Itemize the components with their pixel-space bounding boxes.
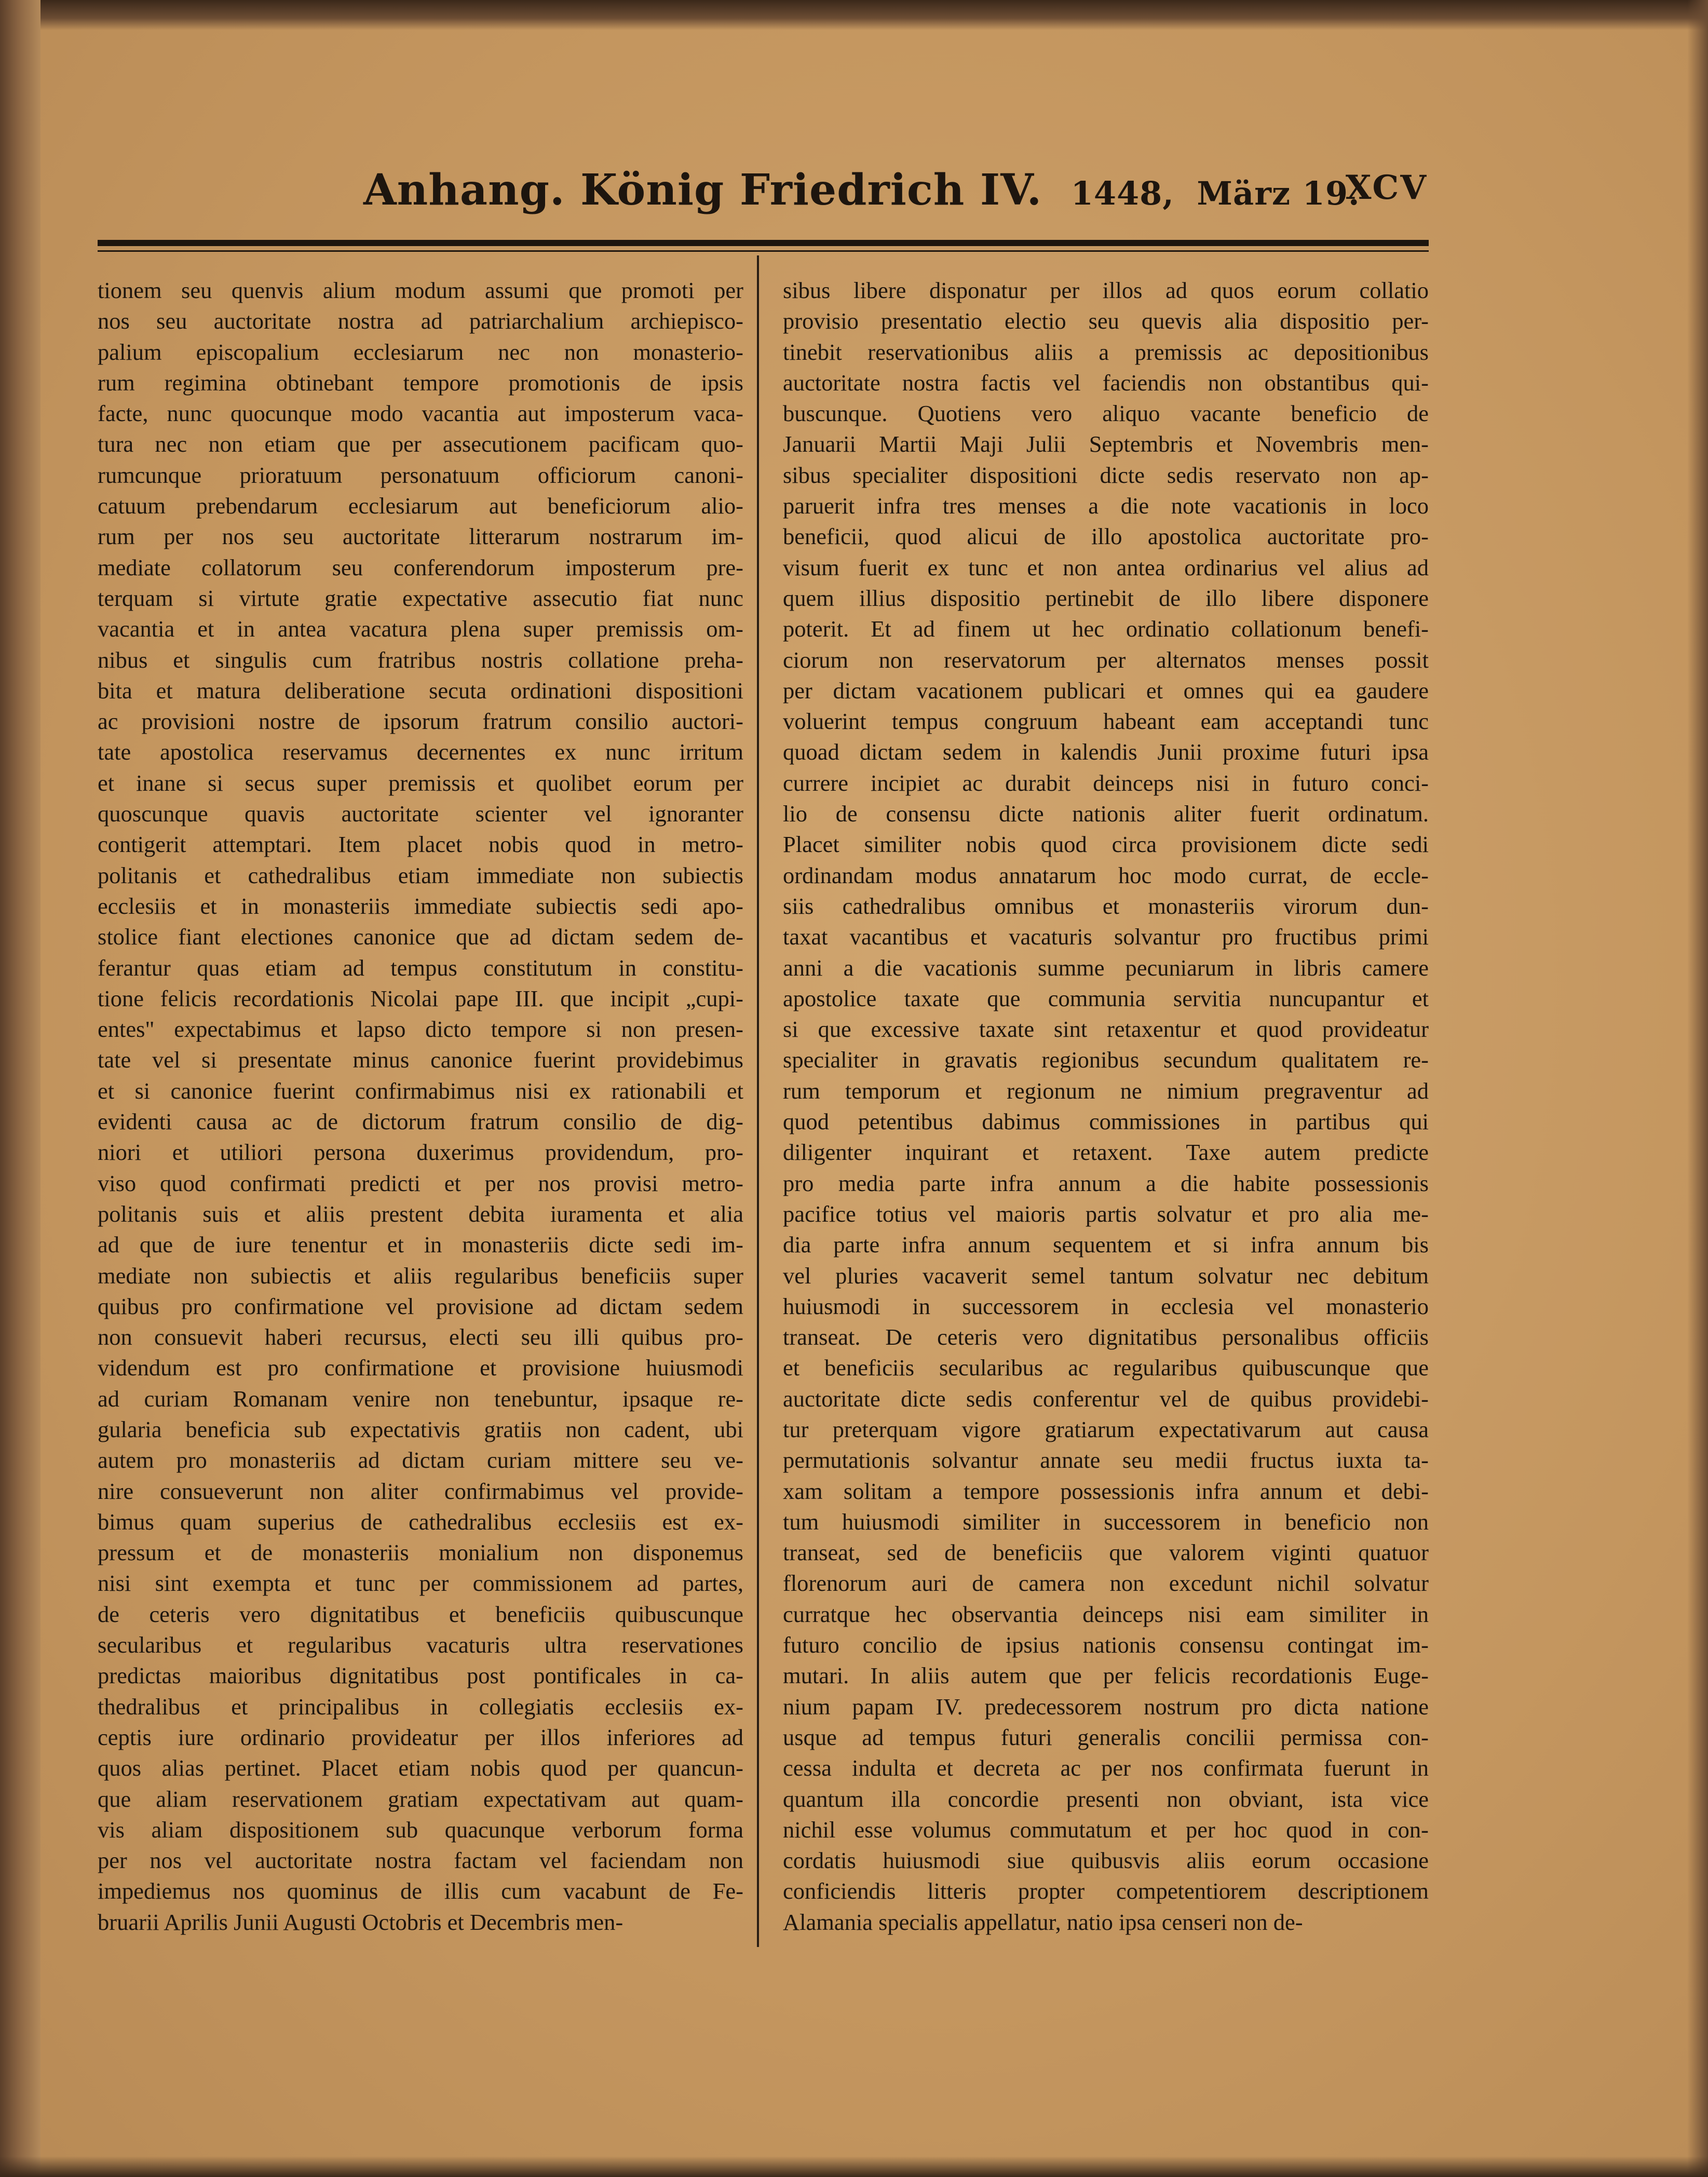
text-line: bruarii Aprilis Junii Augusti Octobris et Decembris men- <box>98 1909 623 1935</box>
text-line: buscunque. Quotiens vero aliquo vacante beneficio de <box>783 400 1429 427</box>
left-text-column <box>98 275 743 1938</box>
text-line: gularia beneficia sub expectativis gratiis non cadent, ubi <box>98 1416 743 1442</box>
text-line: et beneficiis secularibus ac regularibus quibuscunque que <box>783 1355 1429 1381</box>
text-line: viso quod confirmati predicti et per nos provisi metro- <box>98 1170 743 1196</box>
text-line: nisi sint exempta et tunc per commissionem ad partes, <box>98 1570 743 1597</box>
text-line: ceptis iure ordinario provideatur per illos inferiores ad <box>98 1724 743 1750</box>
text-line: rum regimina obtinebant tempore promotionis de ipsis <box>98 369 743 396</box>
text-line: vacantia et in antea vacatura plena super premissis om- <box>98 616 743 642</box>
text-line: tum huiusmodi similiter in successorem in beneficio non <box>783 1508 1429 1535</box>
text-line: Alamania specialis appellatur, natio ipsa censeri non de- <box>783 1909 1303 1935</box>
text-line: apostolice taxate que communia servitia nuncupantur et <box>783 985 1429 1011</box>
text-line: si que excessive taxate sint retaxentur et quod provideatur <box>783 1016 1429 1043</box>
text-line: pacifice totius vel maioris partis solvatur et pro alia me- <box>783 1200 1429 1227</box>
column-divider <box>757 255 759 1947</box>
text-line: tur preterquam vigore gratiarum expectativarum aut causa <box>783 1416 1429 1442</box>
text-line: lio de consensu dicte nationis aliter fuerit ordinatum. <box>783 801 1429 827</box>
text-line: impediemus nos quominus de illis cum vacabunt de Fe- <box>98 1878 743 1904</box>
text-line: nire consueverunt non aliter confirmabimus vel provide- <box>98 1478 743 1504</box>
page-bottom-edge <box>0 2156 1708 2177</box>
text-line: auctoritate dicte sedis conferentur vel de quibus providebi- <box>783 1385 1429 1412</box>
text-line: per nos vel auctoritate nostra factam vel faciendam non <box>98 1847 743 1874</box>
text-line: mutari. In aliis autem que per felicis recordationis Euge- <box>783 1662 1429 1689</box>
text-line: ac provisioni nostre de ipsorum fratrum consilio auctori- <box>98 708 743 735</box>
text-line: evidenti causa ac de dictorum fratrum consilio de dig- <box>98 1108 743 1135</box>
running-title <box>363 165 1360 215</box>
text-line: Placet similiter nobis quod circa provisionem dicte sedi <box>783 831 1429 858</box>
text-line: thedralibus et principalibus in collegiatis ecclesiis ex- <box>98 1693 743 1720</box>
text-line: tionem seu quenvis alium modum assumi que promoti per <box>98 277 743 303</box>
text-line: xam solitam a tempore possessionis infra annum et debi- <box>783 1478 1429 1504</box>
text-line: quibus pro confirmatione vel provisione ad dictam sedem <box>98 1293 743 1319</box>
text-line: et si canonice fuerint confirmabimus nisi ex rationabili et <box>98 1077 743 1104</box>
page-top-edge <box>0 0 1708 30</box>
text-line: et inane si secus super premissis et quolibet eorum per <box>98 769 743 796</box>
page-number: XCV <box>1345 168 1428 207</box>
text-line: taxat vacantibus et vacaturis solvantur pro fructibus primi <box>783 924 1429 950</box>
text-line: de ceteris vero dignitatibus et beneficiis quibuscunque <box>98 1601 743 1627</box>
text-line: auctoritate nostra factis vel faciendis non obstantibus qui- <box>783 369 1429 396</box>
text-line: quantum illa concordie presenti non obviant, ista vice <box>783 1786 1429 1812</box>
text-line: que aliam reservationem gratiam expectativam aut quam- <box>98 1786 743 1812</box>
text-line: currere incipiet ac durabit deinceps nisi in futuro conci- <box>783 769 1429 796</box>
text-line: mediate non subiectis et aliis regularibus beneficiis super <box>98 1262 743 1289</box>
text-line: ferantur quas etiam ad tempus constitutum in constitu- <box>98 954 743 981</box>
text-line: terquam si virtute gratie expectative assecutio fiat nunc <box>98 585 743 611</box>
text-line: paruerit infra tres menses a die note vacationis in loco <box>783 493 1429 519</box>
text-line: huiusmodi in successorem in ecclesia vel monasterio <box>783 1293 1429 1319</box>
text-line: sibus libere disponatur per illos ad quos eorum collatio <box>783 277 1429 303</box>
text-line: tura nec non etiam que per assecutionem pacificam quo- <box>98 431 743 457</box>
text-line: cessa indulta et decreta ac per nos confirmata fuerunt in <box>783 1755 1429 1781</box>
text-line: rumcunque prioratuum personatuum officiorum canoni- <box>98 462 743 488</box>
right-text-column <box>783 275 1429 1938</box>
text-line: transeat. De ceteris vero dignitatibus personalibus officiis <box>783 1324 1429 1350</box>
text-line: visum fuerit ex tunc et non antea ordinarius vel alius ad <box>783 554 1429 580</box>
text-line: permutationis solvantur annate seu medii fructus iuxta ta- <box>783 1447 1429 1473</box>
text-line: poterit. Et ad finem ut hec ordinatio collationum benefi- <box>783 616 1429 642</box>
text-line: diligenter inquirant et retaxent. Taxe autem predicte <box>783 1139 1429 1166</box>
text-line: ordinandam modus annatarum hoc modo currat, de eccle- <box>783 862 1429 888</box>
text-line: bimus quam superius de cathedralibus ecclesiis est ex- <box>98 1508 743 1535</box>
text-line: rum per nos seu auctoritate litterarum nostrarum im- <box>98 523 743 550</box>
text-line: politanis et cathedralibus etiam immediate non subiectis <box>98 862 743 888</box>
text-line: pro media parte infra annum a die habite possessionis <box>783 1170 1429 1196</box>
running-header <box>99 165 1428 222</box>
text-line: niori et utiliori persona duxerimus providendum, pro- <box>98 1139 743 1166</box>
text-line: conficiendis litteris propter competentiorem descriptionem <box>783 1878 1429 1904</box>
page-right-edge <box>1687 0 1708 2177</box>
text-line: cordatis huiusmodi siue quibusvis aliis eorum occasione <box>783 1847 1429 1874</box>
text-line: curratque hec observantia deinceps nisi eam similiter in <box>783 1601 1429 1627</box>
text-line: quoad dictam sedem in kalendis Junii proxime futuri ipsa <box>783 739 1429 765</box>
text-line: bita et matura deliberatione secuta ordinationi dispositioni <box>98 677 743 704</box>
text-line: mediate collatorum seu conferendorum imposterum pre- <box>98 554 743 580</box>
text-line: vel pluries vacaverit semel tantum solvatur nec debitum <box>783 1262 1429 1289</box>
text-line: dia parte infra annum sequentem et si infra annum bis <box>783 1232 1429 1258</box>
text-line: beneficii, quod alicui de illo apostolica auctoritate pro- <box>783 523 1429 550</box>
text-line: ciorum non reservatorum per alternatos menses possit <box>783 646 1429 673</box>
text-line: tinebit reservationibus aliis a premissis ac depositionibus <box>783 339 1429 365</box>
text-line: quos alias pertinet. Placet etiam nobis quod per quancun- <box>98 1755 743 1781</box>
text-line: sibus specialiter dispositioni dicte sedis reservato non ap- <box>783 462 1429 488</box>
header-rule-thin <box>98 250 1429 252</box>
text-line: predictas maioribus dignitatibus post pontificales in ca- <box>98 1662 743 1689</box>
text-line: nos seu auctoritate nostra ad patriarchalium archiepisco- <box>98 308 743 334</box>
text-line: anni a die vacationis summe pecuniarum in libris camere <box>783 954 1429 981</box>
text-line: voluerint tempus congruum habeant eam acceptandi tunc <box>783 708 1429 735</box>
text-line: nibus et singulis cum fratribus nostris collatione preha- <box>98 646 743 673</box>
text-line: transeat, sed de beneficiis que valorem viginti quatuor <box>783 1539 1429 1566</box>
text-line: siis cathedralibus omnibus et monasteriis virorum dun- <box>783 893 1429 919</box>
text-line: ad curiam Romanam venire non tenebuntur, ipsaque re- <box>98 1385 743 1412</box>
text-line: provisio presentatio electio seu quevis alia dispositio per- <box>783 308 1429 334</box>
text-line: ad que de iure tenentur et in monasteriis dicte sedi im- <box>98 1232 743 1258</box>
header-year: 1448, <box>1070 174 1174 212</box>
text-line: Januarii Martii Maji Julii Septembris et Novembris men- <box>783 431 1429 457</box>
text-line: florenorum auri de camera non excedunt nichil solvatur <box>783 1570 1429 1597</box>
header-rule-thick <box>98 240 1429 246</box>
text-line: quod petentibus dabimus commissiones in partibus qui <box>783 1108 1429 1135</box>
text-line: non consuevit haberi recursus, electi seu illi quibus pro- <box>98 1324 743 1350</box>
text-line: vis aliam dispositionem sub quacunque verborum forma <box>98 1816 743 1843</box>
book-spine-shadow <box>0 0 40 2177</box>
text-line: tate vel si presentate minus canonice fuerint providebimus <box>98 1047 743 1073</box>
text-line: facte, nunc quocunque modo vacantia aut imposterum vaca- <box>98 400 743 427</box>
text-line: catuum prebendarum ecclesiarum aut beneficiorum alio- <box>98 493 743 519</box>
header-title: Anhang. König Friedrich IV. <box>363 165 1042 215</box>
text-line: rum temporum et regionum ne nimium pregraventur ad <box>783 1077 1429 1104</box>
text-line: quem illius dispositio pertinebit de illo libere disponere <box>783 585 1429 611</box>
text-line: contigerit attemptari. Item placet nobis quod in metro- <box>98 831 743 858</box>
text-line: tate apostolica reservamus decernentes ex nunc irritum <box>98 739 743 765</box>
text-line: pressum et de monasteriis monialium non disponemus <box>98 1539 743 1566</box>
text-line: usque ad tempus futuri generalis concilii permissa con- <box>783 1724 1429 1750</box>
text-line: specialiter in gravatis regionibus secundum qualitatem re- <box>783 1047 1429 1073</box>
text-line: videndum est pro confirmatione et provisione huiusmodi <box>98 1355 743 1381</box>
text-line: stolice fiant electiones canonice que ad dictam sedem de- <box>98 924 743 950</box>
text-line: nium papam IV. predecessorem nostrum pro dicta natione <box>783 1693 1429 1720</box>
header-date: März 19. <box>1197 174 1360 212</box>
text-line: tione felicis recordationis Nicolai pape III. que incipit „cupi- <box>98 985 743 1011</box>
text-line: nichil esse volumus commutatum et per hoc quod in con- <box>783 1816 1429 1843</box>
text-line: autem pro monasteriis ad dictam curiam mittere seu ve- <box>98 1447 743 1473</box>
text-line: quoscunque quavis auctoritate scienter vel ignoranter <box>98 801 743 827</box>
text-line: palium episcopalium ecclesiarum nec non monasterio- <box>98 339 743 365</box>
text-line: futuro concilio de ipsius nationis consensu contingat im- <box>783 1632 1429 1658</box>
text-line: per dictam vacationem publicari et omnes qui ea gaudere <box>783 677 1429 704</box>
text-line: politanis suis et aliis prestent debita iuramenta et alia <box>98 1200 743 1227</box>
text-line: secularibus et regularibus vacaturis ultra reservationes <box>98 1632 743 1658</box>
text-line: ecclesiis et in monasteriis immediate subiectis sedi apo- <box>98 893 743 919</box>
text-line: entes" expectabimus et lapso dicto tempore si non presen- <box>98 1016 743 1043</box>
